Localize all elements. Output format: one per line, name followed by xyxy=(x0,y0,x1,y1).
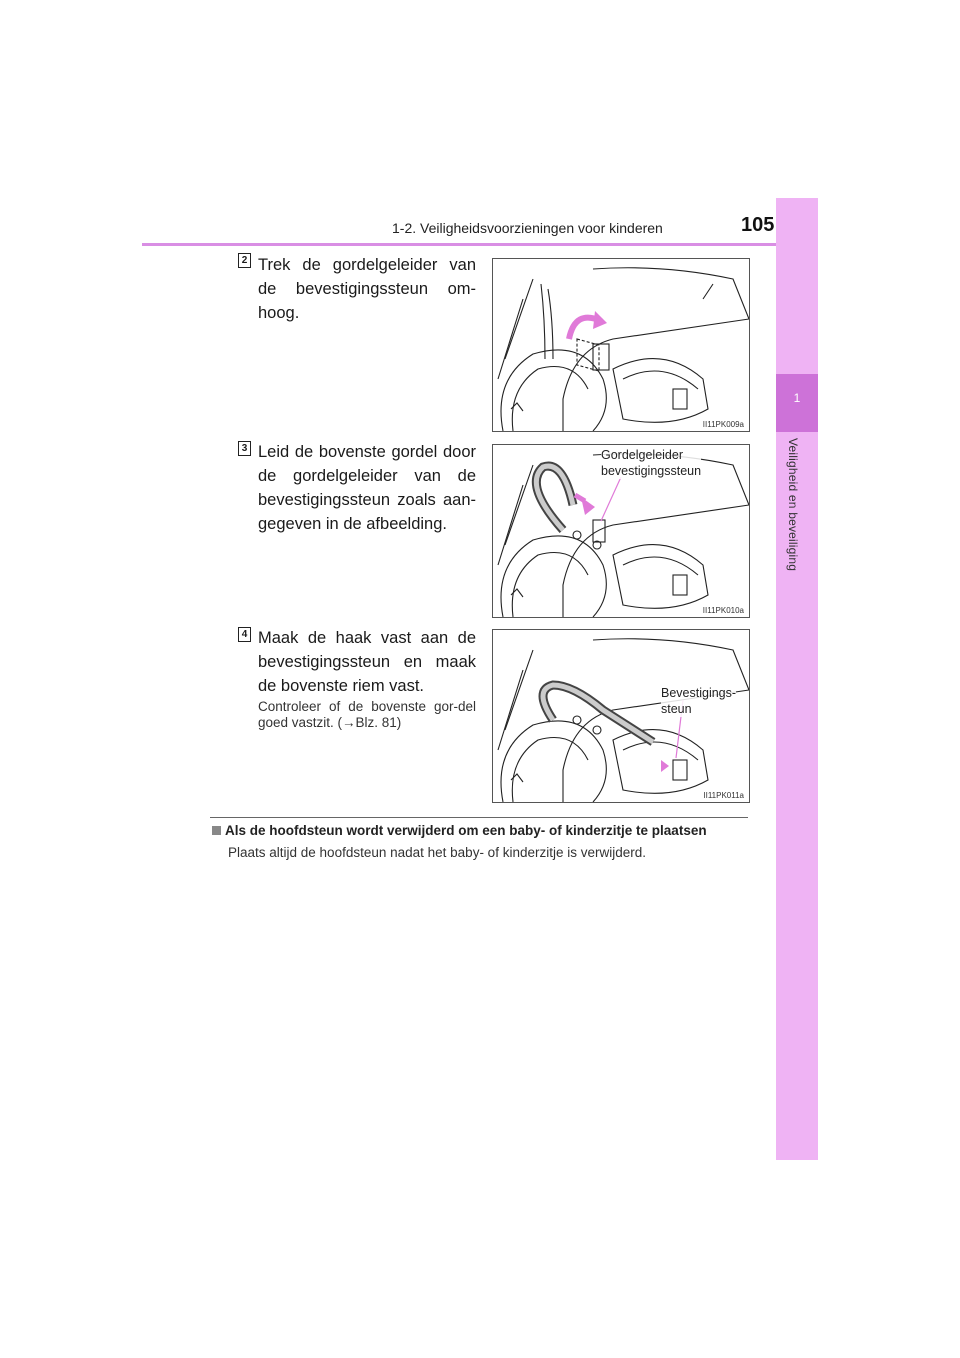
callout-belt-guide xyxy=(601,447,701,479)
bullet-square-icon xyxy=(212,826,221,835)
info-heading-text: Als de hoofdsteun wordt verwijderd om een baby- of kinderzitje te plaatsen xyxy=(225,823,707,838)
section-divider xyxy=(210,817,748,818)
section-title: 1-2. Veiligheidsvoorzieningen voor kinderen xyxy=(392,220,663,236)
chapter-number: 1 xyxy=(793,391,801,405)
callout-line-1: Gordelgeleider xyxy=(601,448,683,462)
callout-line-1: Bevestigings- xyxy=(661,686,737,700)
chapter-title: Veiligheid en beveiliging xyxy=(786,438,800,572)
seat-illustration-icon xyxy=(493,259,749,431)
figure-step-2 xyxy=(492,258,750,432)
step-marker-2: 2 xyxy=(238,253,251,268)
figure-code: II11PK010a xyxy=(702,606,744,615)
header-rule xyxy=(142,243,818,246)
step-note-4: Controleer of de bovenste gor-del goed vastzit. (→Blz. 81) xyxy=(258,699,476,730)
callout-anchor xyxy=(661,685,736,717)
figure-code: II11PK011a xyxy=(703,791,744,800)
figure-code: II11PK009a xyxy=(702,420,744,429)
info-body: Plaats altijd de hoofdsteun nadat het baby- of kinderzitje is verwijderd. xyxy=(228,845,646,860)
callout-line-2: steun xyxy=(661,702,692,716)
step-text-3: Leid de bovenste gordel door de gordelgeleider van de bevestigingssteun zoals aan-gegeven in de afbeelding. xyxy=(258,443,476,533)
info-heading xyxy=(212,823,707,838)
page-number: 105 xyxy=(741,214,775,236)
step-marker-4: 4 xyxy=(238,627,251,642)
step-text-4: Maak de haak vast aan de bevestigingssteun en maak de bovenste riem vast. xyxy=(258,629,476,695)
step-text-2: Trek de gordelgeleider van de bevestigingssteun om-hoog. xyxy=(258,256,476,322)
chapter-tab xyxy=(776,198,818,1160)
step-marker-3: 3 xyxy=(238,441,251,456)
callout-line-2: bevestigingssteun xyxy=(601,464,702,478)
